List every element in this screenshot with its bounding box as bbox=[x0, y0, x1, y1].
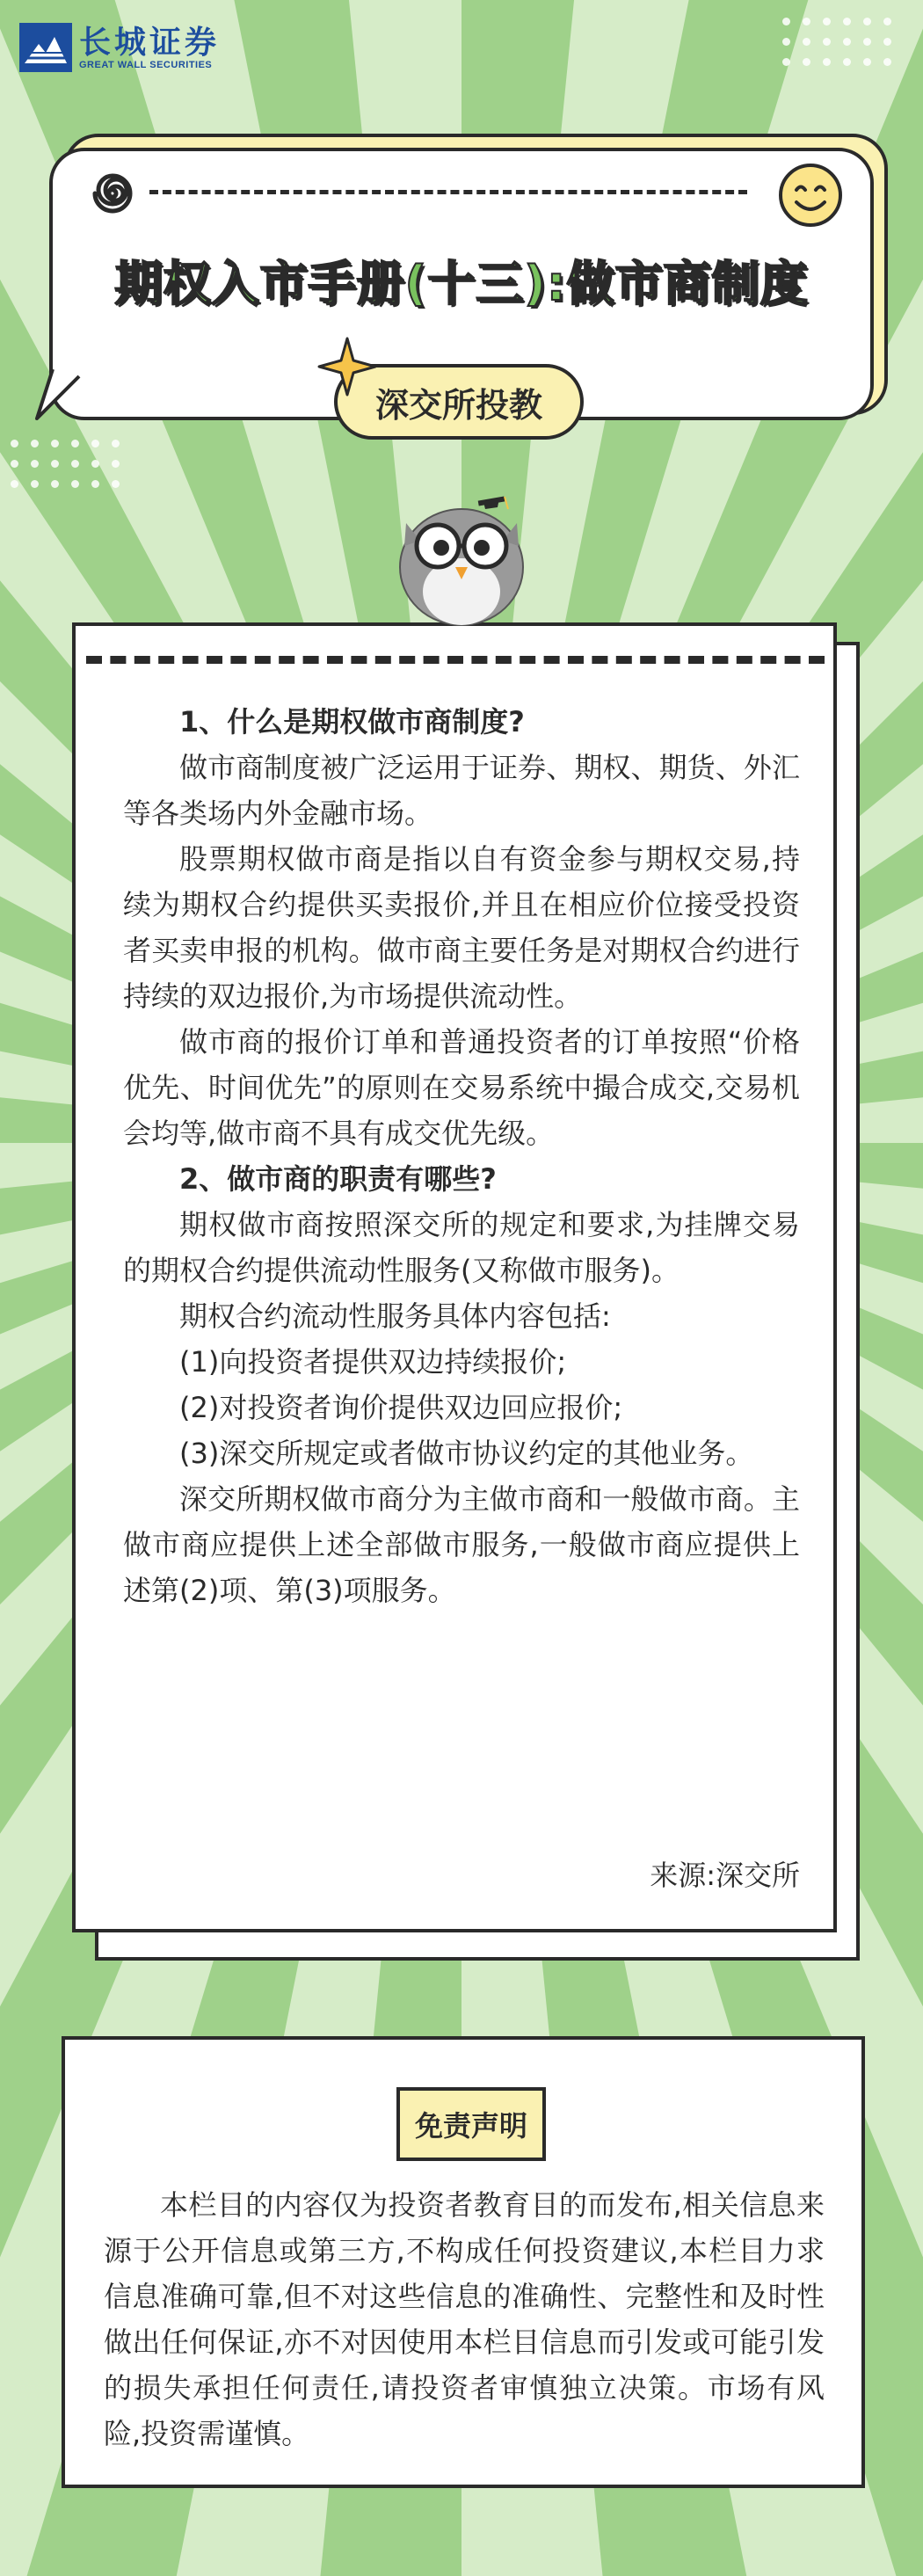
decor-dot bbox=[71, 480, 79, 488]
decor-dot bbox=[843, 58, 851, 66]
decor-dot bbox=[782, 38, 790, 46]
dot-grid-left bbox=[11, 440, 120, 488]
decor-dot bbox=[31, 440, 39, 448]
smiley-icon bbox=[775, 160, 846, 230]
page-title: 期权入市手册(十三):做市商制度 bbox=[114, 256, 809, 311]
decor-dot bbox=[823, 58, 831, 66]
brand-name-en: GREAT WALL SECURITIES bbox=[79, 60, 213, 70]
article-paragraph: 深交所期权做市商分为主做市商和一般做市商。主做市商应提供上述全部做市服务,一般做市商应提供上述第(2)项、第(3)项服务。 bbox=[123, 1482, 800, 1607]
article-paragraph: 股票期权做市商是指以自有资金参与期权交易,持续为期权合约提供买卖报价,并且在相应价位接受投资者买卖申报的机构。做市商主要任务是对期权合约进行持续的双边报价,为市场提供流动性。 bbox=[123, 842, 800, 1013]
dot-grid-top-right bbox=[782, 18, 891, 66]
article-paragraph: 做市商的报价订单和普通投资者的订单按照“价格优先、时间优先”的原则在交易系统中撮合成交,交易机会均等,做市商不具有成交优先级。 bbox=[123, 1025, 800, 1150]
list-item: (2)对投资者询价提供双边回应报价; bbox=[179, 1391, 623, 1424]
decor-dot bbox=[31, 460, 39, 468]
decor-dot bbox=[782, 58, 790, 66]
decor-dot bbox=[112, 440, 120, 448]
decor-dot bbox=[112, 480, 120, 488]
decor-dot bbox=[863, 38, 871, 46]
decor-dot bbox=[51, 460, 59, 468]
decor-dot bbox=[71, 440, 79, 448]
banner-dashed-line bbox=[149, 190, 747, 194]
brand-name-cn: 长城证券 bbox=[79, 24, 221, 61]
list-item: (1)向投资者提供双边持续报价; bbox=[179, 1345, 567, 1379]
article-paragraph: 期权做市商按照深交所的规定和要求,为挂牌交易的期权合约提供流动性服务(又称做市服务)。 bbox=[123, 1208, 800, 1287]
article-body bbox=[123, 699, 800, 1613]
brand-logo bbox=[19, 23, 220, 72]
decor-dot bbox=[112, 460, 120, 468]
decor-dot bbox=[803, 38, 810, 46]
decor-dot bbox=[883, 38, 891, 46]
section-heading: 1、什么是期权做市商制度? bbox=[179, 705, 525, 739]
decor-dot bbox=[863, 18, 871, 25]
disclaimer-label: 免责声明 bbox=[396, 2087, 546, 2161]
decor-dot bbox=[91, 480, 99, 488]
decor-dot bbox=[823, 18, 831, 25]
card-dashed-line bbox=[86, 656, 825, 664]
decor-dot bbox=[51, 440, 59, 448]
decor-dot bbox=[31, 480, 39, 488]
section-heading: 2、做市商的职责有哪些? bbox=[179, 1162, 497, 1196]
decor-dot bbox=[11, 460, 18, 468]
article-paragraph: 期权合约流动性服务具体内容包括: bbox=[179, 1299, 611, 1333]
decor-dot bbox=[91, 460, 99, 468]
subtitle-badge: 深交所投教 bbox=[334, 364, 584, 440]
speech-tail-icon bbox=[33, 369, 86, 422]
list-item: (3)深交所规定或者做市协议约定的其他业务。 bbox=[179, 1437, 754, 1470]
decor-dot bbox=[843, 38, 851, 46]
source-label: 来源:深交所 bbox=[650, 1859, 800, 1892]
decor-dot bbox=[51, 480, 59, 488]
decor-dot bbox=[863, 58, 871, 66]
disclaimer-paragraph: 本栏目的内容仅为投资者教育目的而发布,相关信息来源于公开信息或第三方,不构成任何投资建议,本栏目力求信息准确可靠,但不对这些信息的准确性、完整性和及时性做出任何保证,亦不对因使用本栏目信息而引发或可能引发的损失承担任何责任,请投资者审慎独立决策。市场有风险,投资需谨慎。 bbox=[104, 2188, 825, 2450]
decor-dot bbox=[803, 18, 810, 25]
disclaimer-text bbox=[104, 2182, 825, 2456]
decor-dot bbox=[11, 440, 18, 448]
decor-dot bbox=[883, 18, 891, 25]
article-paragraph: 做市商制度被广泛运用于证券、期权、期货、外汇等各类场内外金融市场。 bbox=[123, 751, 800, 830]
owl-mascot-icon bbox=[387, 479, 536, 629]
swirl-icon bbox=[84, 165, 141, 222]
star-icon bbox=[316, 336, 378, 397]
decor-dot bbox=[782, 18, 790, 25]
decor-dot bbox=[11, 480, 18, 488]
decor-dot bbox=[843, 18, 851, 25]
decor-dot bbox=[803, 58, 810, 66]
decor-dot bbox=[91, 440, 99, 448]
great-wall-logo-icon bbox=[19, 23, 72, 72]
decor-dot bbox=[883, 58, 891, 66]
decor-dot bbox=[71, 460, 79, 468]
decor-dot bbox=[823, 38, 831, 46]
